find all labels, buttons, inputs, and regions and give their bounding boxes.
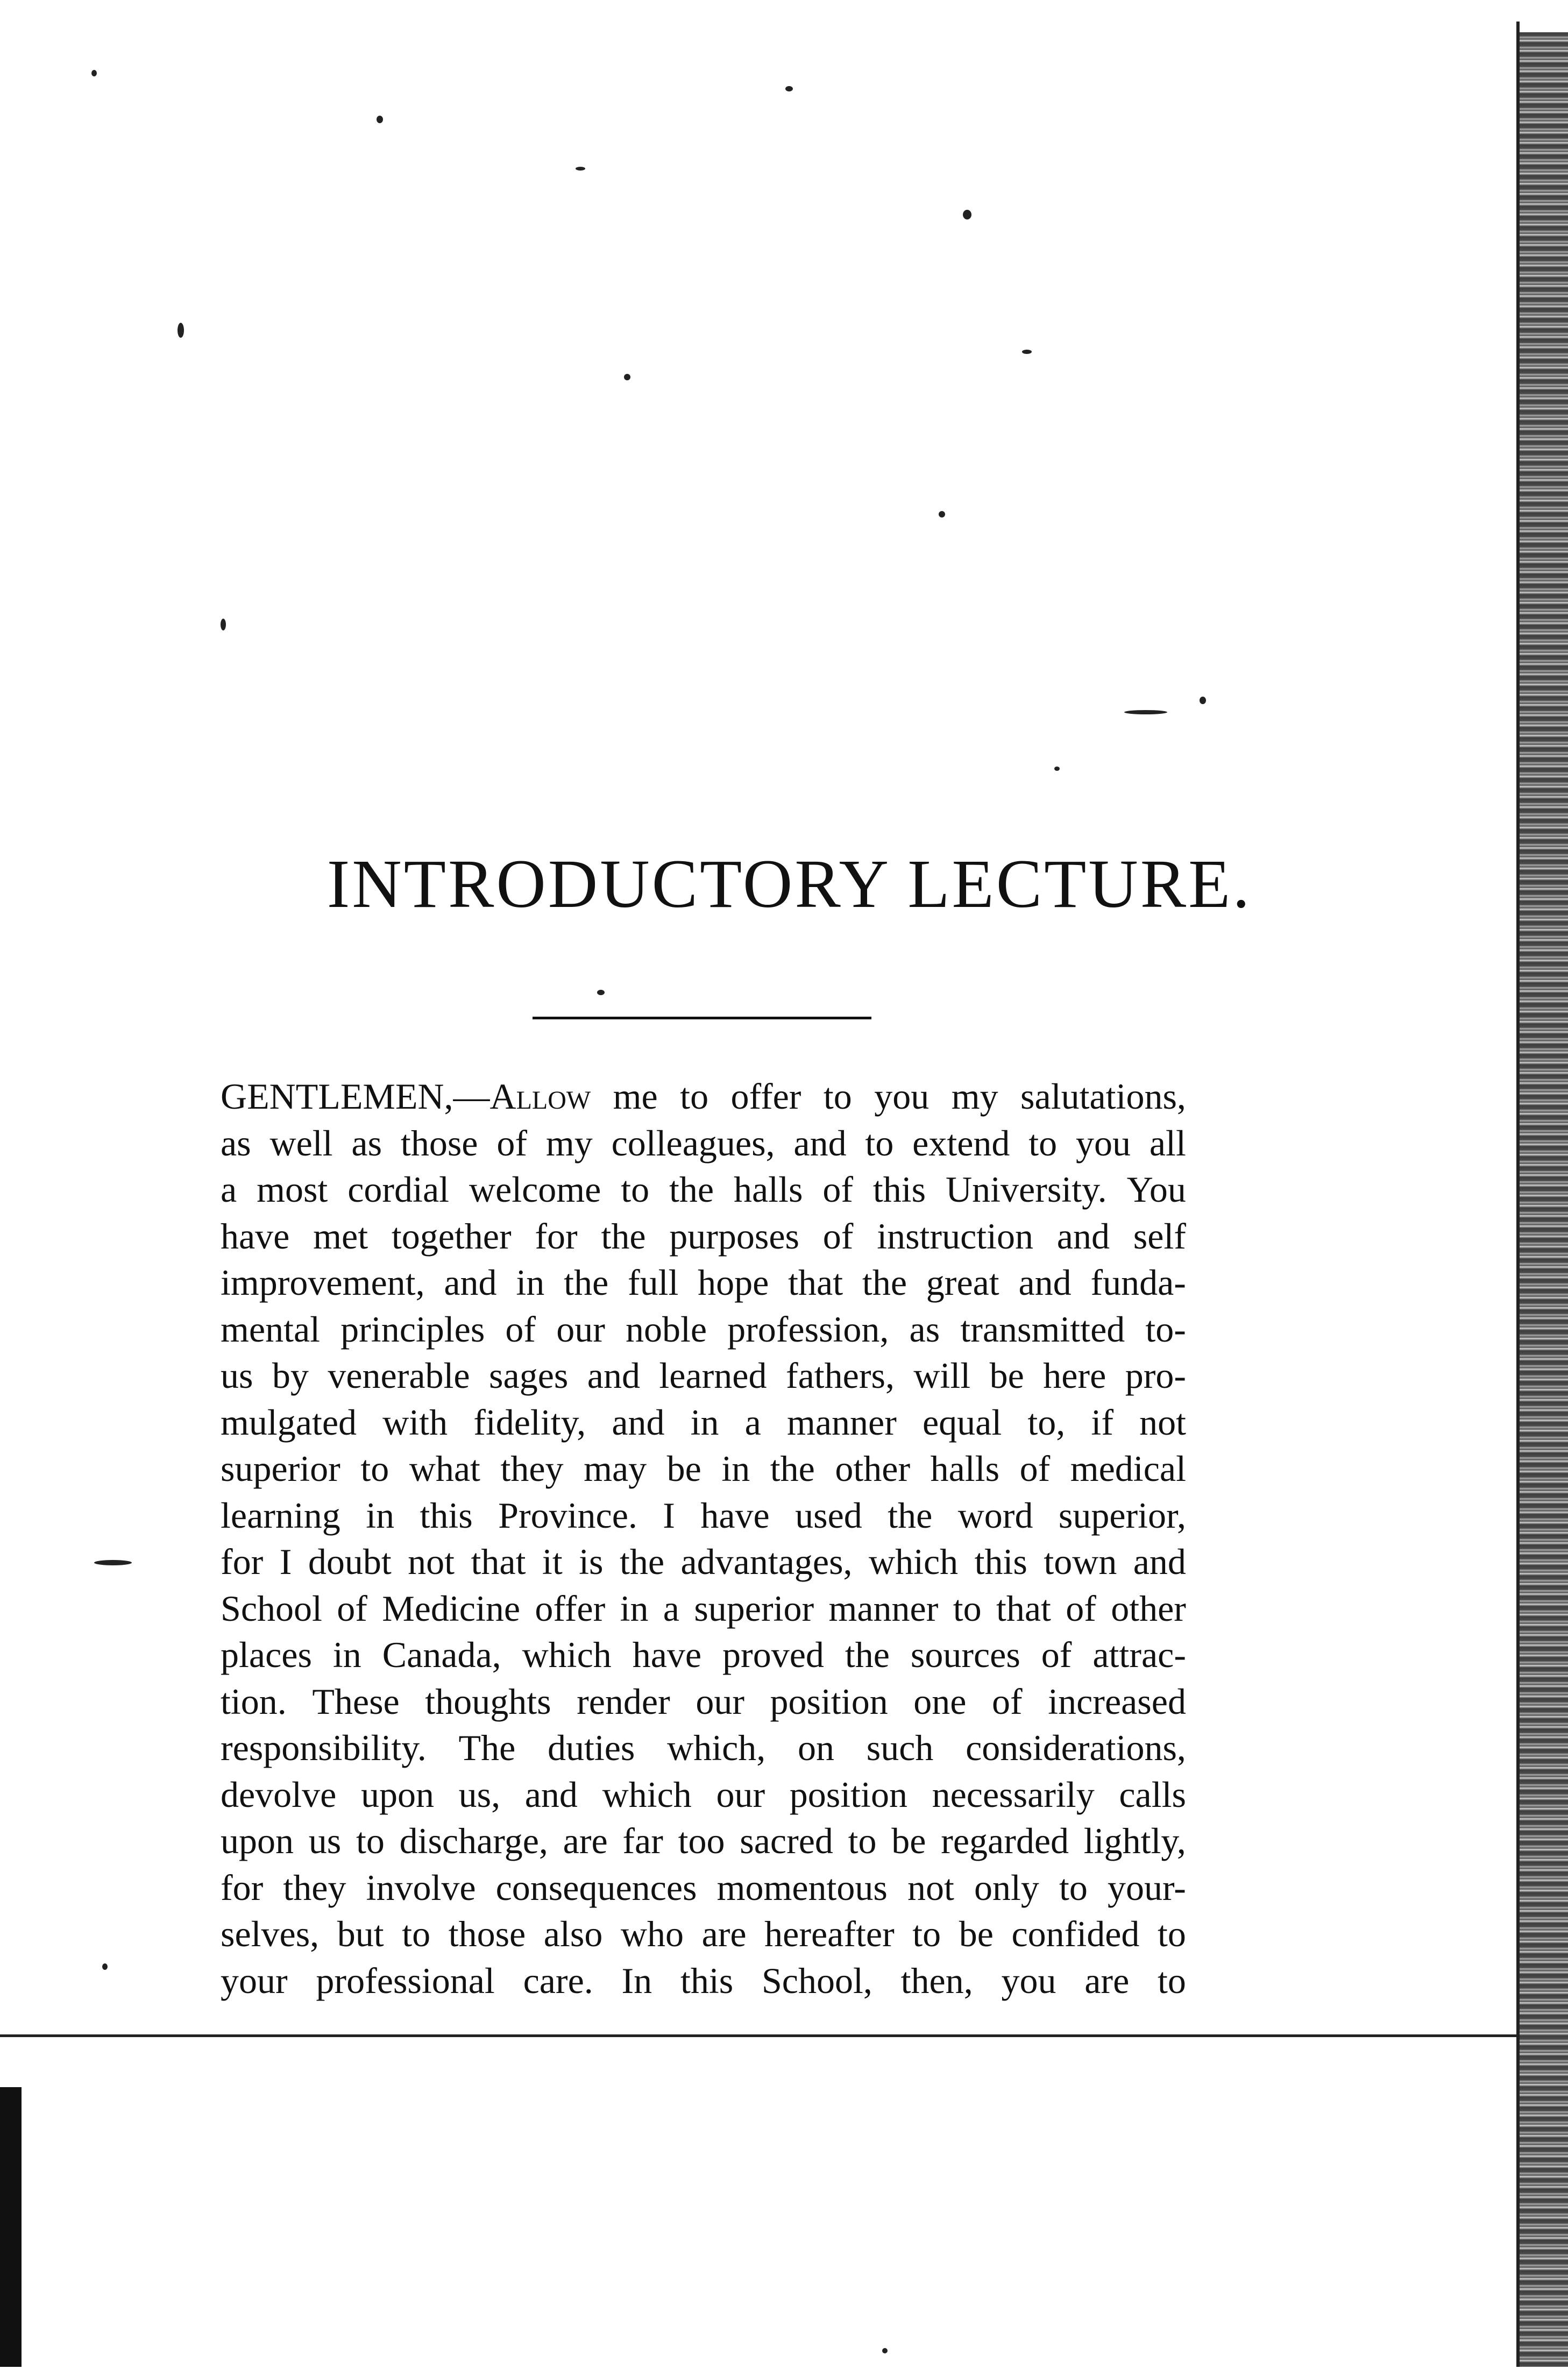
scan-speck: [785, 86, 793, 91]
page-heading: INTRODUCTORY LECTURE.: [327, 846, 1252, 922]
left-margin-bar: [0, 2087, 22, 2367]
scan-speck: [882, 2348, 888, 2353]
heading-rule: [533, 1017, 871, 1019]
scan-speck: [963, 210, 971, 219]
text-line: have met together for the purposes of instruction and self: [221, 1215, 1186, 1257]
binding-gutter: [1520, 32, 1568, 2367]
text-line: GENTLEMEN,—Allow me to offer to you my salutations,: [221, 1076, 1186, 1117]
scan-speck: [1124, 710, 1167, 714]
text-line: superior to what they may be in the other halls of medical: [221, 1448, 1186, 1489]
scan-crop-line: [0, 2034, 1520, 2037]
scan-speck: [102, 1963, 108, 1970]
scan-speck: [576, 167, 585, 171]
text-line: for they involve consequences momentous not only to your-: [221, 1867, 1186, 1908]
text-line: upon us to discharge, are far too sacred to be regarded lightly,: [221, 1820, 1186, 1861]
text-line: your professional care. In this School, then, you are to: [221, 1960, 1186, 2001]
text-line: mulgated with fidelity, and in a manner equal to, if not: [221, 1401, 1186, 1443]
scan-speck: [94, 1560, 132, 1565]
text-line: devolve upon us, and which our position necessarily calls: [221, 1774, 1186, 1815]
text-line: selves, but to those also who are hereafter to be confided to: [221, 1913, 1186, 1954]
body-text: [221, 1073, 1186, 2004]
text-line: mental principles of our noble profession, as transmitted to-: [221, 1308, 1186, 1350]
text-line: us by venerable sages and learned fathers, will be here pro-: [221, 1355, 1186, 1396]
scan-speck: [939, 511, 945, 517]
scan-speck: [178, 323, 184, 338]
text-line: tion. These thoughts render our position one of increased: [221, 1680, 1186, 1722]
scan-speck: [377, 116, 383, 123]
scan-speck: [1022, 350, 1032, 354]
scan-speck: [1200, 697, 1206, 704]
text-line: a most cordial welcome to the halls of this University. You: [221, 1169, 1186, 1210]
text-line: places in Canada, which have proved the sources of attrac-: [221, 1634, 1186, 1675]
text-line: as well as those of my colleagues, and to extend to you all: [221, 1122, 1186, 1164]
scan-speck: [624, 374, 630, 380]
gutter-edge: [1516, 22, 1520, 2367]
scan-speck: [221, 619, 226, 630]
scan-speck: [1054, 767, 1060, 771]
text-line: learning in this Province. I have used the word superior,: [221, 1494, 1186, 1536]
text-line: improvement, and in the full hope that the great and funda-: [221, 1262, 1186, 1303]
scan-speck: [597, 990, 605, 995]
scan-speck: [91, 70, 97, 76]
text-line: responsibility. The duties which, on such considerations,: [221, 1727, 1186, 1768]
text-line: for I doubt not that it is the advantages, which this town and: [221, 1541, 1186, 1582]
text-line: School of Medicine offer in a superior manner to that of other: [221, 1587, 1186, 1629]
